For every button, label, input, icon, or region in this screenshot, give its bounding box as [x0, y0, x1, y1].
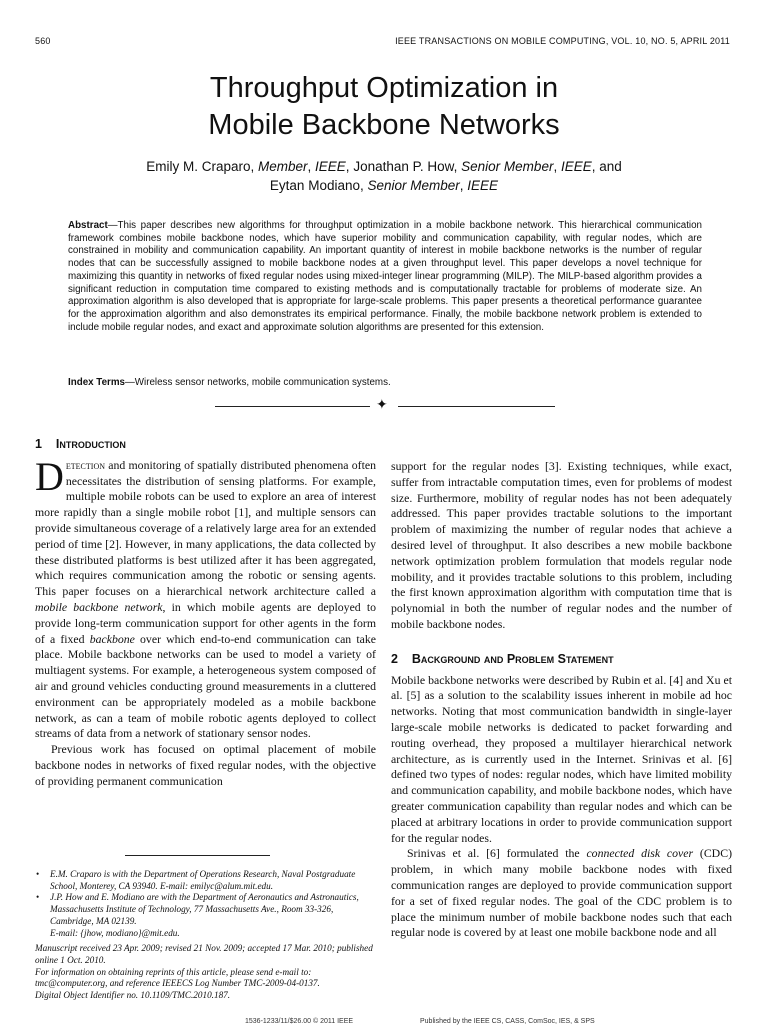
author-role: Senior Member — [461, 159, 554, 174]
section-number: 1 — [35, 437, 42, 451]
section-title: Background and Problem Statement — [411, 651, 614, 666]
journal-header: IEEE TRANSACTIONS ON MOBILE COMPUTING, VOL. 10, NO. 5, APRIL 2011 — [395, 36, 730, 46]
author-craparo: Emily M. Craparo, — [146, 159, 258, 174]
background-paragraph-2: Srinivas et al. [6] formulated the connected disk cover (CDC) problem, in which many mobile backbone nodes with fixed communication ranges are deployed to provide communication support for a set of fixed regular nodes. The goal of the CDC problem is to place the minimum number of mobile backbone nodes such that each regular node is covered by at least one mobile backbone node and all — [391, 846, 733, 940]
index-terms-text: —Wireless sensor networks, mobile communication systems. — [125, 377, 391, 388]
section-1-heading — [35, 437, 376, 453]
footnote-manuscript: Manuscript received 23 Apr. 2009; revised 21 Nov. 2009; accepted 17 Mar. 2010; published online 1 Oct. 2010. — [35, 943, 373, 965]
section-title: Introduction — [55, 437, 126, 451]
lead-word: etection — [65, 457, 105, 472]
footnote-doi: Digital Object Identifier no. 10.1109/TMC.2010.187. — [35, 990, 231, 1001]
author-list — [0, 157, 768, 195]
abstract-text: —This paper describes new algorithms for throughput optimization in a mobile backbone network. This hierarchical communication framework combines mobile backbone nodes, which have superior mobility and communication capability, with regular nodes, which are constrained in mobility and communication capability. An important quantity of interest in mobile backbone networks is the number of regular nodes that can be successfully assigned to mobile backbone nodes at a given throughput level. This paper develops a novel technique for maximizing this quantity in networks of fixed regular nodes using mixed-integer linear programming (MILP). The MILP-based algorithm provides a significant reduction in computation time compared to existing methods and is computationally tractable for problems of moderate size. An approximation algorithm is also developed that is appropriate for large-scale problems. This paper presents a theoretical performance guarantee for the approximation algorithm and also demonstrates its empirical performance. Finally, the mobile backbone network problem is extended to include mobile regular nodes, and exact and approximate solution algorithms are presented for this extension. — [68, 220, 702, 333]
separator-rule-left — [215, 406, 370, 407]
author-modiano: Eytan Modiano, — [269, 178, 368, 193]
emphasis-term: mobile backbone network — [35, 599, 163, 614]
footnote-reprints: For information on obtaining reprints of this article, please send e-mail to: tmc@computer.org, and reference IEEECS Log Number TMC-2009-04-0137. — [35, 966, 320, 989]
author-role: Member — [258, 159, 308, 174]
footnotes — [35, 869, 376, 1002]
footnote-rule — [125, 855, 270, 856]
abstract — [68, 220, 702, 334]
intro-paragraph-1: Detection and monitoring of spatially distributed phenomena often necessitates the distribution of sensing platforms. For example, multiple mobile robots can be used to explore an area of interest more rapidly than a single mobile robot [1], and multiple sensors can provide simultaneous coverage of a relatively large area for an extended period of time [2]. However, in many applications, the data collected by these distributed platforms is best utilized after it has been aggregated, which requires communication among the robotic or sensing agents. This paper focuses on a hierarchical network architecture called a mobile backbone network, in which mobile agents are deployed to provide long-term communication support for other agents in the form of a fixed backbone over which end-to-end communication can take place. Mobile backbone networks can be used to model a variety of multiagent systems. For example, a heterogeneous system composed of air and ground vehicles conducting ground measurements in a cluttered environment can be appropriately modeled as a mobile backbone network, as can a team of mobile robotic agents deployed to collect streams of data from a network of stationary sensor nodes. — [35, 453, 376, 741]
page-number: 560 — [35, 36, 51, 46]
section-2-heading — [391, 652, 732, 668]
separator-rule-right — [398, 406, 555, 407]
separator-diamond-icon: ✦ — [376, 398, 388, 413]
author-how: Jonathan P. How, — [353, 159, 462, 174]
drop-cap: D — [35, 453, 64, 499]
footnote-affiliation-2: • J.P. How and E. Modiano are with the Department of Aeronautics and Astronautics, Massachusetts Institute of Technology, 77 Massachusetts Ave., Room 33-326, Cambridge, MA 02139. E-mail: {jhow, modiano}@mit.edu. — [36, 892, 359, 938]
title-line-1: Throughput Optimization in — [209, 72, 559, 104]
section-number: 2 — [391, 651, 398, 666]
author-and: , and — [591, 159, 622, 174]
left-column — [35, 437, 376, 790]
index-terms-label: Index Terms — [68, 377, 125, 388]
paper-title — [0, 70, 768, 144]
footnote-affiliation-1: • E.M. Craparo is with the Department of Operations Research, Naval Postgraduate School, Monterey, CA 93940. E-mail: emilyc@alum.mit.edu. — [36, 869, 356, 891]
emphasis-term: backbone — [89, 631, 135, 646]
bullet-icon: • — [36, 892, 40, 903]
author-ieee: IEEE — [560, 159, 592, 174]
author-line-1: Emily M. Craparo, Member, IEEE, Jonathan P. How, Senior Member, IEEE, and — [146, 159, 622, 174]
emphasis-term: connected disk cover — [586, 846, 694, 861]
copyright-line: 1536-1233/11/$26.00 © 2011 IEEE — [245, 1018, 354, 1025]
right-column — [391, 459, 732, 941]
index-terms — [68, 377, 702, 388]
bullet-icon: • — [36, 869, 40, 879]
intro-paragraph-2: Previous work has focused on optimal placement of mobile backbone nodes in networks of fixed regular nodes, with the objective of providing permanent communication — [35, 742, 376, 788]
publisher-line: Published by the IEEE CS, CASS, ComSoc, IES, & SPS — [420, 1018, 595, 1025]
author-line-2: Eytan Modiano, Senior Member, IEEE — [269, 178, 499, 193]
intro-paragraph-3: support for the regular nodes [3]. Existing techniques, while exact, suffer from intractable computation times, even for problems of modest size. Furthermore, mobility of regular nodes has not been adequately addressed. This paper provides tractable solutions to the important problem of maximizing the number of regular nodes that achieve a desired level of throughput. It also describes a new mobile backbone network optimization problem formulation that models regular node mobility, and it provides tractable solutions to this problem, including the first known approximation algorithm with computation time that is polynomial in both the number of regular nodes and the number of mobile backbone nodes. — [391, 459, 732, 631]
author-ieee: IEEE — [315, 159, 346, 174]
footnote-email: E-mail: {jhow, modiano}@mit.edu. — [50, 927, 180, 938]
abstract-label: Abstract — [68, 220, 108, 231]
title-line-2: Mobile Backbone Networks — [208, 109, 560, 141]
background-paragraph-1: Mobile backbone networks were described by Rubin et al. [4] and Xu et al. [5] as a solution to the scalability issues inherent in mobile ad hoc networks. Noting that most communication bandwidth in single-layer large-scale mobile networks is dedicated to packet forwarding and routing overhead, they proposed a multilayer hierarchical network architecture, as is currently used in the Internet. Srinivas et al. [6] defined two types of nodes: regular nodes, which have limited mobility and communication capability, and mobile backbone nodes, which have greater communication capability than regular nodes and which can be placed at arbitrary locations in order to provide communication support for the regular nodes. — [391, 672, 732, 845]
author-ieee: IEEE — [467, 178, 499, 193]
author-role: Senior Member — [367, 178, 460, 193]
